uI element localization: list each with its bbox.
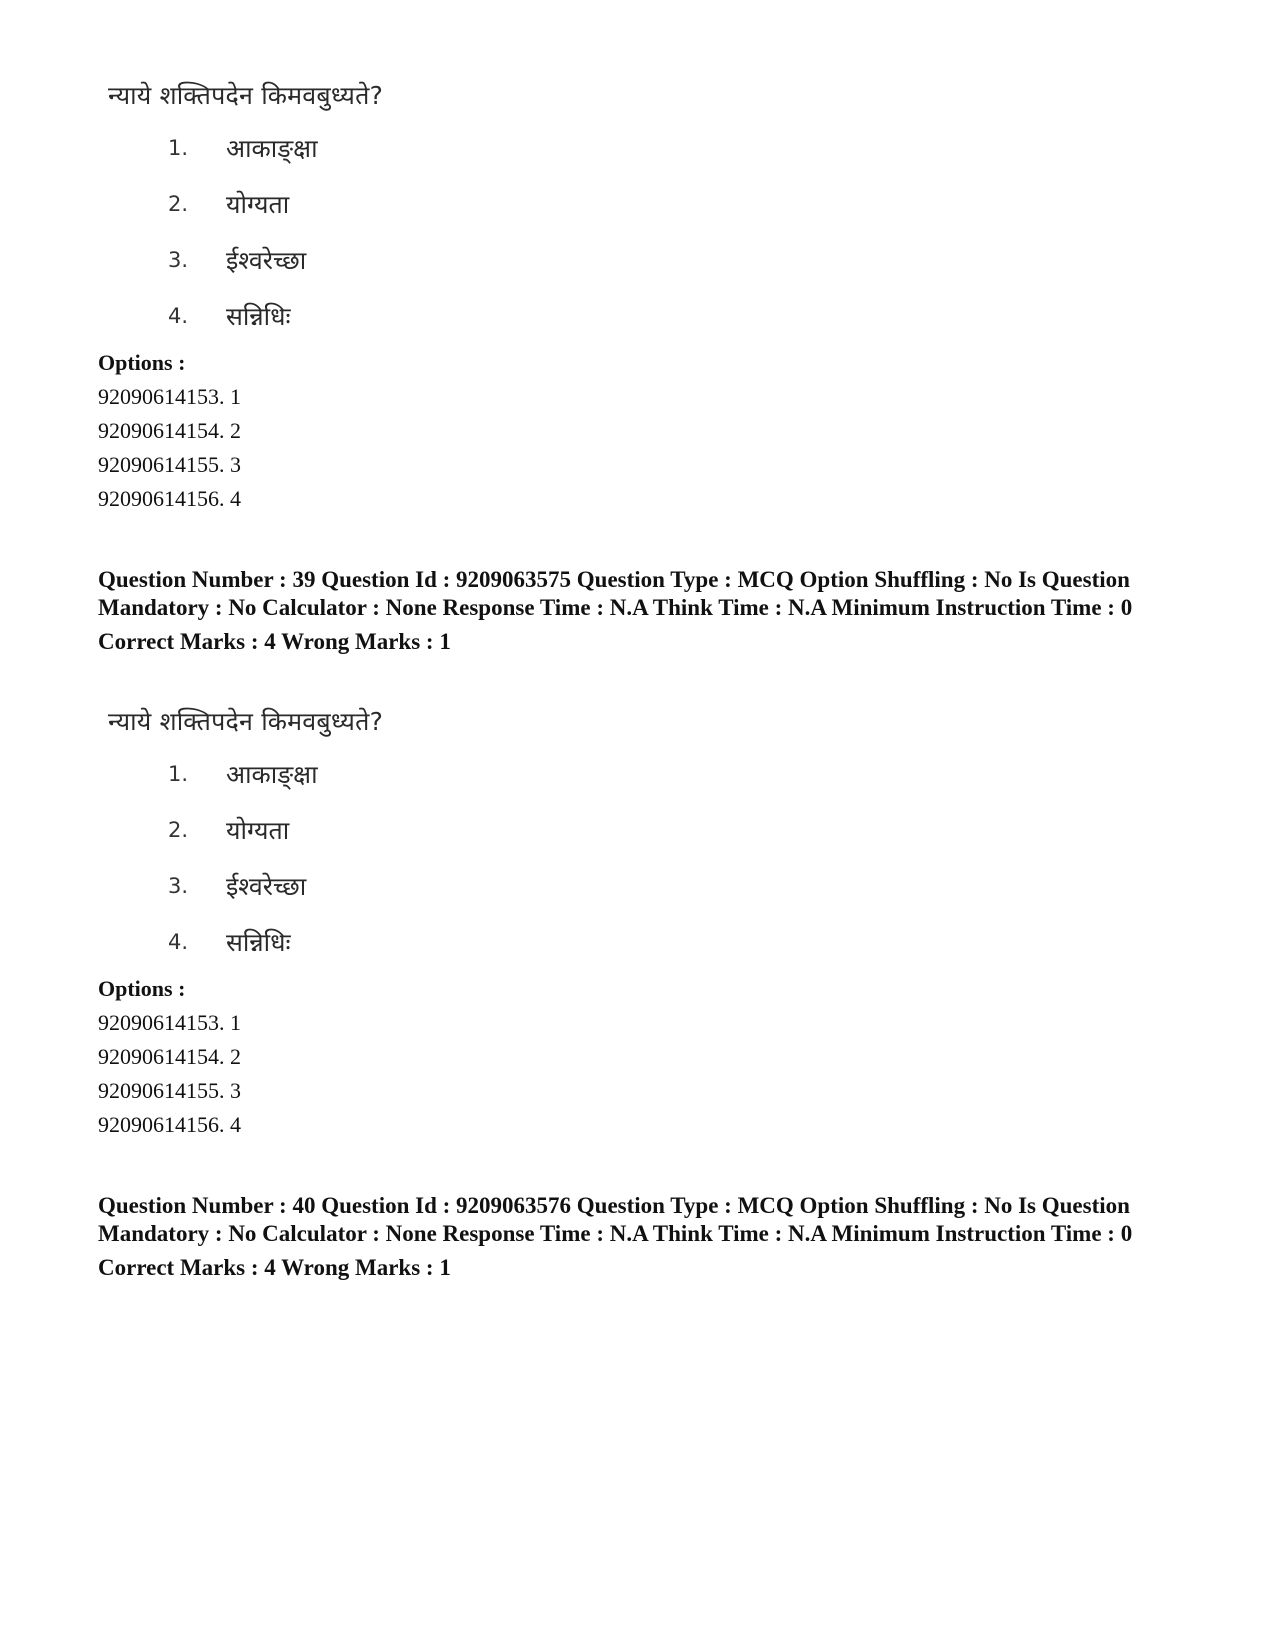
choice-number: 3.: [168, 874, 189, 898]
question-choice: [168, 802, 528, 858]
question-choices: [108, 746, 528, 970]
choice-text: योग्यता: [226, 816, 290, 845]
option-item: 92090614153. 1: [98, 1010, 241, 1035]
choice-number: 4.: [168, 930, 189, 954]
choice-text: ईश्वरेच्छा: [226, 246, 307, 275]
question-choice: [168, 120, 528, 176]
option-item: 92090614153. 1: [98, 384, 241, 409]
option-item: 92090614155. 3: [98, 1078, 241, 1103]
option-item: 92090614155. 3: [98, 452, 241, 477]
choice-number: 1.: [168, 762, 189, 786]
option-item: 92090614156. 4: [98, 486, 241, 511]
question-choices: [108, 120, 528, 344]
option-item: 92090614154. 2: [98, 1044, 241, 1069]
question-metadata: [98, 1192, 1218, 1282]
choice-text: आकाङ्क्षा: [226, 134, 318, 163]
question-choice: [168, 232, 528, 288]
choice-text: ईश्वरेच्छा: [226, 872, 307, 901]
marks-text: Correct Marks : 4 Wrong Marks : 1: [98, 629, 451, 654]
question-choice: [168, 288, 528, 344]
choice-text: सन्निधिः: [226, 928, 291, 957]
choice-text: आकाङ्क्षा: [226, 760, 318, 789]
question-stem: न्याये शक्तिपदेन किमवबुध्यते?: [108, 707, 384, 736]
question-image: [108, 706, 528, 970]
options-list: [98, 972, 241, 1142]
option-item: 92090614156. 4: [98, 1112, 241, 1137]
option-item: 92090614154. 2: [98, 418, 241, 443]
question-choice: [168, 746, 528, 802]
choice-number: 1.: [168, 136, 189, 160]
choice-text: योग्यता: [226, 190, 290, 219]
question-choice: [168, 914, 528, 970]
question-choice: [168, 176, 528, 232]
choice-number: 2.: [168, 192, 189, 216]
choice-text: सन्निधिः: [226, 302, 291, 331]
question-stem: न्याये शक्तिपदेन किमवबुध्यते?: [108, 81, 384, 110]
options-title: Options :: [98, 976, 186, 1001]
question-meta-text: Question Number : 39 Question Id : 9209063575 Question Type : MCQ Option Shuffling : No Is Question Mandatory : No Calculator : None Response Time : N.A Think Time : N.A Minimum Instruction Time : 0: [98, 567, 1133, 620]
question-choice: [168, 858, 528, 914]
choice-number: 3.: [168, 248, 189, 272]
choice-number: 2.: [168, 818, 189, 842]
choice-number: 4.: [168, 304, 189, 328]
options-list: [98, 346, 241, 516]
question-meta-text: Question Number : 40 Question Id : 9209063576 Question Type : MCQ Option Shuffling : No Is Question Mandatory : No Calculator : None Response Time : N.A Think Time : N.A Minimum Instruction Time : 0: [98, 1193, 1133, 1246]
question-image: [108, 80, 528, 344]
options-title: Options :: [98, 350, 186, 375]
marks-text: Correct Marks : 4 Wrong Marks : 1: [98, 1255, 451, 1280]
question-metadata: [98, 566, 1218, 656]
